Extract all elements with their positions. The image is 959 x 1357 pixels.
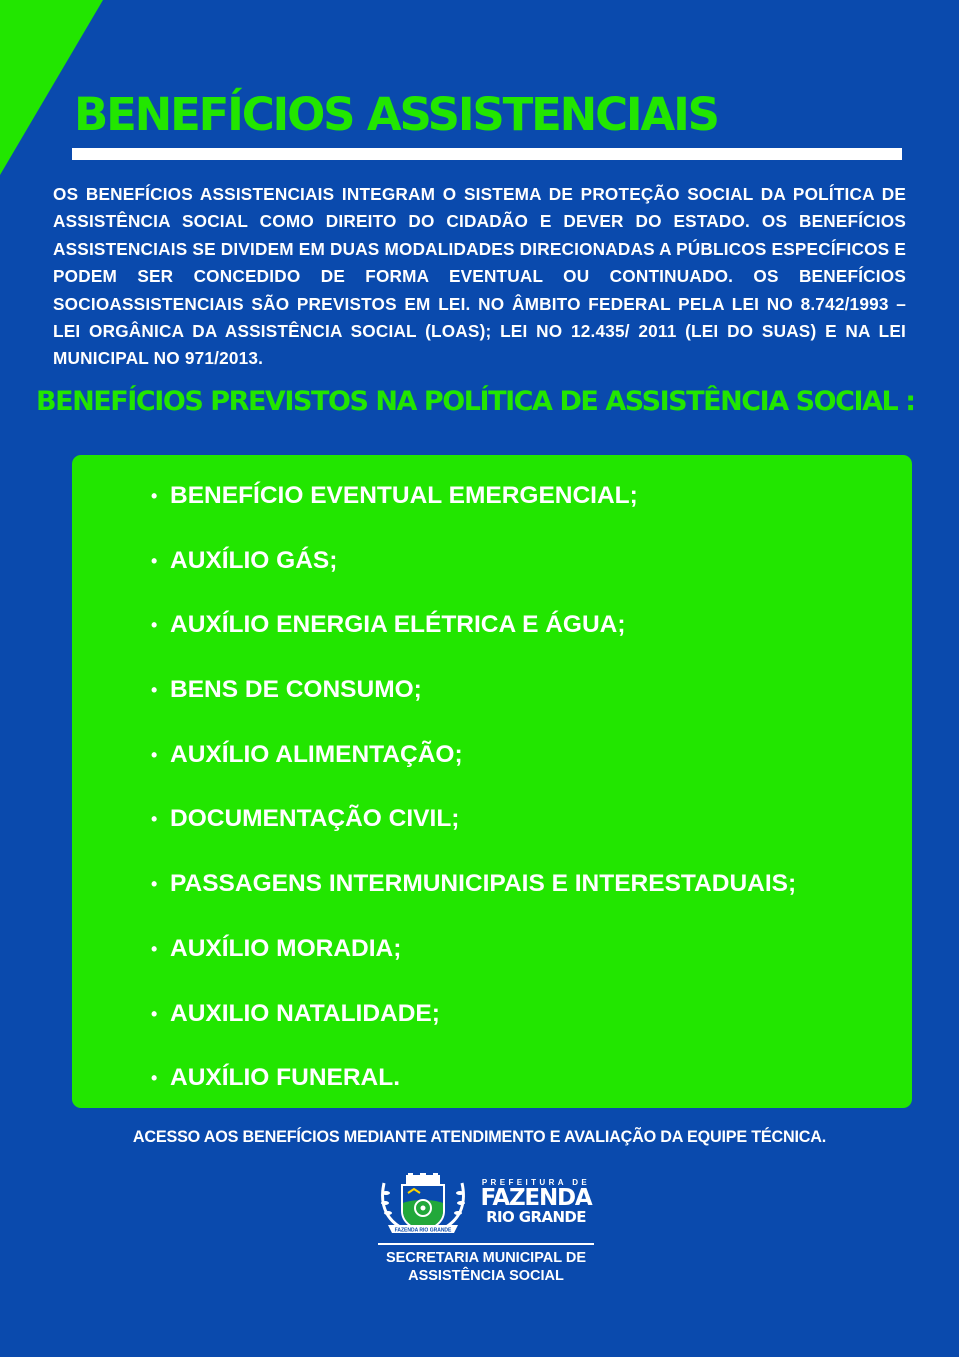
list-item-label: BENEFÍCIO EVENTUAL EMERGENCIAL; [170, 482, 638, 509]
logo-city-line1: FAZENDA [480, 1185, 592, 1211]
list-item [151, 932, 892, 997]
list-item [151, 738, 892, 803]
list-item-label: AUXÍLIO ENERGIA ELÉTRICA E ÁGUA; [170, 611, 626, 639]
bullet-icon: • [151, 486, 158, 506]
crest-ribbon-text: FAZENDA RIO GRANDE [394, 1227, 452, 1234]
list-item-label: AUXÍLIO MORADIA; [170, 934, 402, 962]
bullet-icon: • [151, 938, 158, 959]
list-item [151, 997, 892, 1062]
bullet-icon: • [151, 1003, 158, 1024]
section-subtitle: BENEFÍCIOS PREVISTOS NA POLÍTICA DE ASSISTÊNCIA SOCIAL : [36, 386, 915, 417]
list-item-label: BENS DE CONSUMO; [170, 676, 422, 704]
list-item-label: DOCUMENTAÇÃO CIVIL; [170, 805, 460, 833]
bullet-icon: • [151, 874, 158, 895]
secretaria-line1: SECRETARIA MUNICIPAL DE [385, 1250, 587, 1266]
list-item [151, 479, 892, 544]
logo-prefeitura-label: PREFEITURA DE [481, 1178, 591, 1187]
list-item-label: AUXÍLIO GÁS; [170, 546, 338, 574]
title-underline [72, 148, 902, 160]
bullet-icon: • [151, 680, 158, 701]
logo-divider [378, 1243, 594, 1245]
list-item [151, 802, 892, 867]
list-item [151, 1061, 892, 1126]
benefits-panel [72, 455, 912, 1108]
list-item [151, 608, 892, 673]
prefeitura-logo [378, 1170, 598, 1290]
footer-note: ACESSO AOS BENEFÍCIOS MEDIANTE ATENDIMENTO E AVALIAÇÃO DA EQUIPE TÉCNICA. [132, 1128, 827, 1146]
benefits-list [151, 479, 892, 1126]
list-item-label: AUXÍLIO FUNERAL. [170, 1064, 401, 1092]
bullet-icon: • [151, 550, 158, 571]
list-item-label: PASSAGENS INTERMUNICIPAIS E INTERESTADUAIS; [170, 870, 797, 898]
bullet-icon: • [151, 1068, 158, 1089]
list-item-label: AUXÍLIO ALIMENTAÇÃO; [170, 740, 463, 768]
coat-of-arms-icon [378, 1173, 468, 1237]
bullet-icon: • [151, 809, 158, 830]
list-item [151, 544, 892, 609]
bullet-icon: • [151, 744, 158, 765]
secretaria-line2: ASSISTÊNCIA SOCIAL [408, 1268, 564, 1284]
logo-city-line2: RIO GRANDE [486, 1208, 586, 1226]
intro-paragraph: OS BENEFÍCIOS ASSISTENCIAIS INTEGRAM O SISTEMA DE PROTEÇÃO SOCIAL DA POLÍTICA DE ASSISTÊNCIA SOCIAL COMO DIREITO DO CIDADÃO E DEVER DO ESTADO. OS BENEFÍCIOS ASSISTENCIAIS SE DIVIDEM EM DUAS MODALIDADES DIRECIONADAS A PÚBLICOS ESPECÍFICOS E PODEM SER CONCEDIDO DE FORMA EVENTUAL OU CONTINUADO. OS BENEFÍCIOS SOCIOASSISTENCIAIS SÃO PREVISTOS EM LEI. NO ÂMBITO FEDERAL PELA LEI NO 8.742/1993 – LEI ORGÂNICA DA ASSISTÊNCIA SOCIAL (LOAS); LEI NO 12.435/ 2011 (LEI DO SUAS) E NA LEI MUNICIPAL NO 971/2013. [53, 184, 906, 369]
list-item [151, 867, 892, 932]
bullet-icon: • [151, 615, 158, 636]
list-item-label: AUXILIO NATALIDADE; [170, 999, 440, 1027]
list-item [151, 673, 892, 738]
page-title: BENEFÍCIOS ASSISTENCIAIS [74, 88, 718, 141]
